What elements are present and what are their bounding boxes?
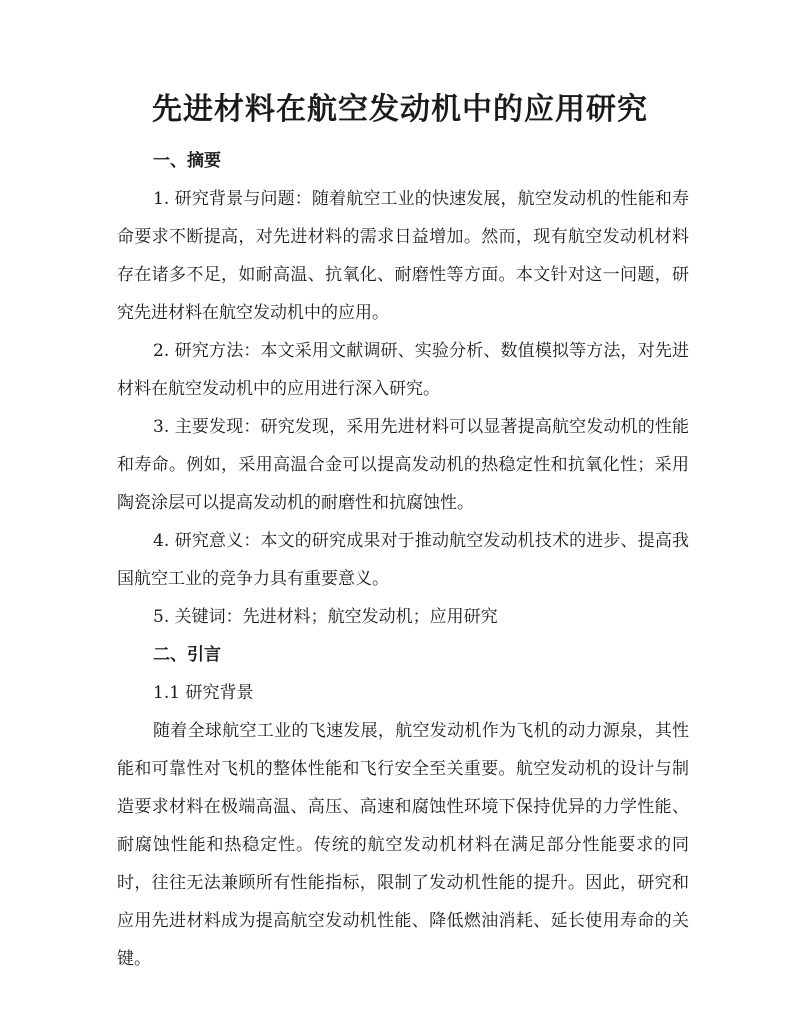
abstract-paragraph-significance: 4. 研究意义：本文的研究成果对于推动航空发动机技术的进步、提高我国航空工业的竞争力具有重要意义。 — [117, 531, 689, 589]
intro-paragraph: 随着全球航空工业的飞速发展，航空发动机作为飞机的动力源泉，其性能和可靠性对飞机的整体性能和飞行安全至关重要。航空发动机的设计与制造要求材料在极端高温、高压、高速和腐蚀性环境下保持优异的力学性能、耐腐蚀性能和热稳定性。传统的航空发动机材料在满足部分性能要求的同时，往往无法兼顾所有性能指标，限制了发动机性能的提升。因此，研究和应用先进材料成为提高航空发动机性能、降低燃油消耗、延长使用寿命的关键。 — [117, 721, 689, 969]
abstract-paragraph-findings: 3. 主要发现：研究发现，采用先进材料可以显著提高航空发动机的性能和寿命。例如，采用高温合金可以提高发动机的热稳定性和抗氧化性；采用陶瓷涂层可以提高发动机的耐磨性和抗腐蚀性。 — [117, 417, 689, 513]
subsection-heading-background: 1.1 研究背景 — [153, 683, 254, 703]
section-heading-intro: 二、引言 — [153, 645, 221, 665]
abstract-paragraph-keywords: 5. 关键词：先进材料；航空发动机；应用研究 — [153, 607, 498, 627]
section-heading-abstract: 一、摘要 — [153, 151, 221, 171]
abstract-paragraph-methods: 2. 研究方法：本文采用文献调研、实验分析、数值模拟等方法，对先进材料在航空发动机中的应用进行深入研究。 — [117, 341, 689, 399]
page-title: 先进材料在航空发动机中的应用研究 — [152, 92, 648, 127]
document-body — [117, 142, 689, 978]
abstract-paragraph-background: 1. 研究背景与问题：随着航空工业的快速发展，航空发动机的性能和寿命要求不断提高，对先进材料的需求日益增加。然而，现有航空发动机材料存在诸多不足，如耐高温、抗氧化、耐磨性等方面。本文针对这一问题，研究先进材料在航空发动机中的应用。 — [117, 189, 689, 323]
